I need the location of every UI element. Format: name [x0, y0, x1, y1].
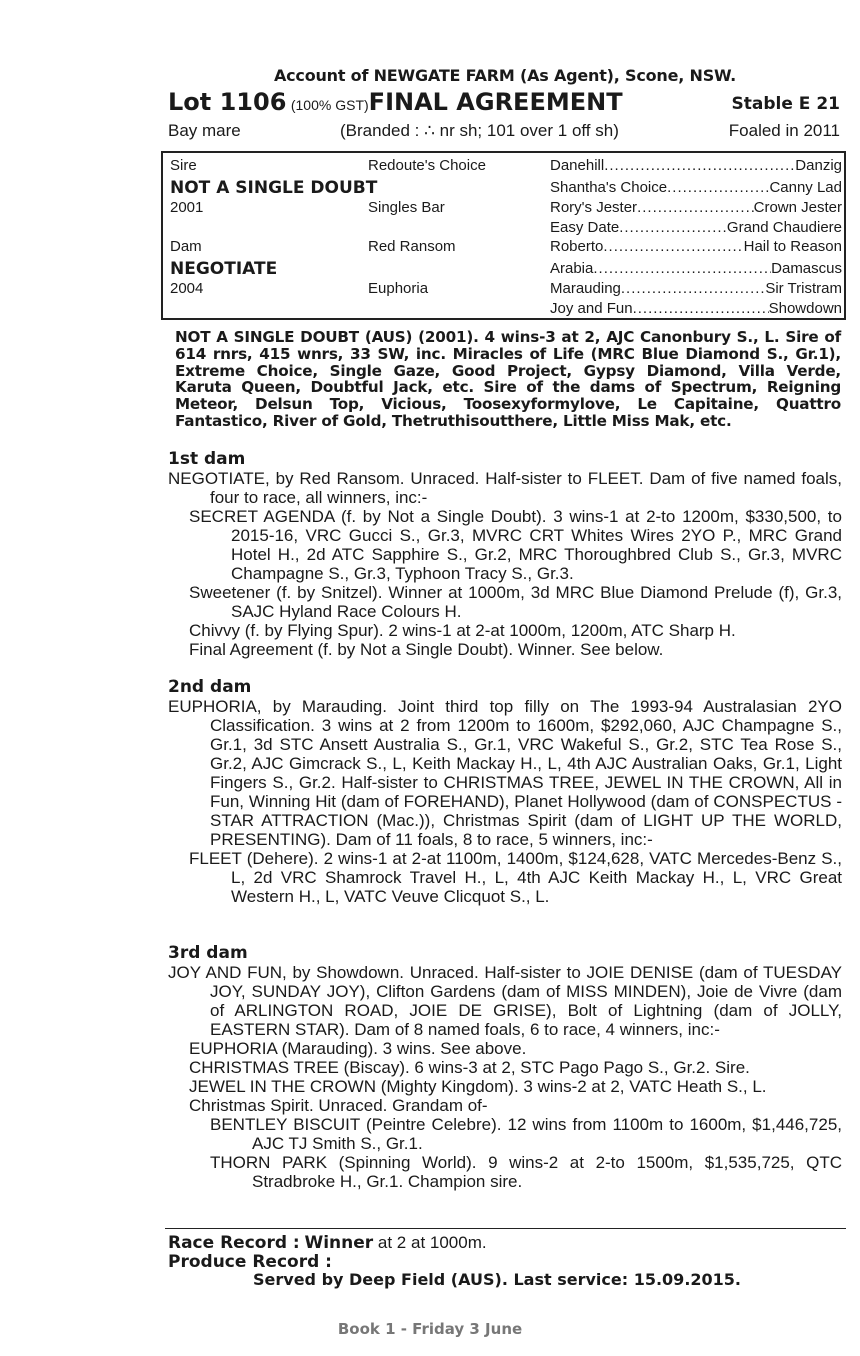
third-dam-section: [168, 944, 842, 1191]
sire-summary: NOT A SINGLE DOUBT (AUS) (2001). 4 wins-3 at 2, AJC Canonbury S., L. Sire of 614 rnrs, 415 wnrs, 33 SW, inc. Miracles of Life (MRC Blue Diamond S., Gr.1), Extreme Choice, Single Gaze, Good Project, Gypsy Diamond, Villa Verde, Karuta Queen, Doubtful Jack, etc. Sire of the dams of Spectrum, Reigning Meteor, Delsun Top, Vicious, Toosexyformylove, Le Capitaine, Quattro Fantastico, River of Gold, Thetruthisoutthere, Little Miss Mak, etc.: [175, 328, 841, 430]
horse-name: FINAL AGREEMENT: [368, 88, 623, 116]
progeny-entry: Christmas Spirit. Unraced. Grandam of-: [189, 1096, 488, 1115]
great-grandparent: Arabia ..... Damascus: [550, 260, 842, 277]
grand-progeny-entry: BENTLEY BISCUIT (Peintre Celebre). 12 wins from 1100m to 1600m, $1,446,725, AJC TJ Smith S., Gr.1.: [210, 1115, 842, 1153]
third-dam-heading: 3rd dam: [168, 943, 248, 963]
dam-name: NEGOTIATE: [170, 259, 278, 279]
lot-number: Lot 1106: [168, 88, 287, 116]
sire-sire: Redoute's Choice: [368, 157, 486, 174]
great-grandparent: Marauding ..... Sir Tristram: [550, 280, 842, 297]
sire-year: 2001: [170, 199, 204, 216]
second-dam-heading: 2nd dam: [168, 677, 252, 697]
progeny-entry: Sweetener (f. by Snitzel). Winner at 1000m, 3d MRC Blue Diamond Prelude (f), Gr.3, SAJC Hyland Race Colours H.: [189, 583, 842, 621]
third-dam-intro: JOY AND FUN, by Showdown. Unraced. Half-sister to JOIE DENISE (dam of TUESDAY JOY, SUNDAY JOY), Clifton Gardens (dam of MISS MINDEN), Joie de Vivre (dam of ARLINGTON ROAD, JOIE DE GRISE), Bolt of Lightning (dam of JOLLY, EASTERN STAR). Dam of 8 named foals, 6 to race, 4 winners, inc:-: [168, 963, 842, 1039]
great-grandparent: Danehill ..... Danzig: [550, 157, 842, 174]
great-grandparent: Rory's Jester ..... Crown Jester: [550, 199, 842, 216]
sire-dam: Singles Bar: [368, 199, 445, 216]
progeny-entry: CHRISTMAS TREE (Biscay). 6 wins-3 at 2, STC Pago Pago S., Gr.2. Sire.: [189, 1058, 750, 1077]
sire-label: Sire: [170, 157, 197, 174]
foaled-year: Foaled in 2011: [728, 121, 840, 140]
first-dam-heading: 1st dam: [168, 449, 246, 469]
consignor-line: Account of NEWGATE FARM (As Agent), Scone, NSW.: [273, 66, 737, 85]
great-grandparent: Shantha's Choice ..... Canny Lad: [550, 179, 842, 196]
divider: [165, 1228, 846, 1229]
first-dam-intro: NEGOTIATE, by Red Ransom. Unraced. Half-sister to FLEET. Dam of five named foals, four to race, all winners, inc:-: [168, 469, 842, 507]
dam-dam: Euphoria: [368, 280, 429, 297]
second-dam-section: [168, 678, 842, 906]
progeny-entry: SECRET AGENDA (f. by Not a Single Doubt). 3 wins-1 at 2-to 1200m, $330,500, to 2015-16, VRC Gucci S., Gr.3, MVRC CRT Whites Wires 2YO P., MRC Grand Hotel H., 2d ATC Sapphire S., Gr.2, MRC Thoroughbred Club S., Gr.3, MVRC Champagne S., Gr.3, Typhoon Tracy S., Gr.3.: [189, 507, 842, 583]
sire-name: NOT A SINGLE DOUBT: [170, 178, 378, 198]
second-dam-intro: EUPHORIA, by Marauding. Joint third top filly on The 1993-94 Australasian 2YO Classification. 3 wins at 2 from 1200m to 1600m, $292,060, AJC Champagne S., Gr.1, 3d STC Ansett Australia S., Gr.1, VRC Wakeful S., Gr.2, STC Tea Rose S., Gr.2, AJC Gimcrack S., L, Keith Mackay H., L, 4th AJC Australian Oaks, Gr.1, Light Fingers S., Gr.2. Half-sister to CHRISTMAS TREE, JEWEL IN THE CROWN, All in Fun, Winning Hit (dam of FOREHAND), Planet Hollywood (dam of CONSPECTUS - STAR ATTRACTION (Mac.)), Christmas Spirit (dam of LIGHT UP THE WORLD, PRESENTING). Dam of 11 foals, 8 to race, 5 winners, inc:-: [168, 697, 842, 849]
lot-title-line: [168, 88, 840, 118]
progeny-entry: EUPHORIA (Marauding). 3 wins. See above.: [189, 1039, 527, 1058]
produce-record: Produce Record :: [168, 1252, 332, 1272]
progeny-entry: Chivvy (f. by Flying Spur). 2 wins-1 at 2-at 1000m, 1200m, ATC Sharp H.: [189, 621, 736, 640]
progeny-entry: JEWEL IN THE CROWN (Mighty Kingdom). 3 wins-2 at 2, VATC Heath S., L.: [189, 1077, 767, 1096]
page-footer: Book 1 - Friday 3 June: [337, 1320, 523, 1338]
pedigree-table: [161, 151, 846, 320]
records: [168, 1233, 842, 1272]
first-dam-section: [168, 450, 842, 659]
brand-description: (Branded : ∴ nr sh; 101 over 1 off sh): [340, 121, 619, 140]
great-grandparent: Easy Date ..... Grand Chaudiere: [550, 219, 842, 236]
progeny-entry: Final Agreement (f. by Not a Single Doubt). Winner. See below.: [189, 640, 664, 659]
great-grandparent: Joy and Fun ..... Showdown: [550, 300, 842, 317]
progeny-entry: FLEET (Dehere). 2 wins-1 at 2-at 1100m, 1400m, $124,628, VATC Mercedes-Benz S., L, 2d VRC Shamrock Travel H., L, 4th AJC Keith Mackay H., L, VRC Great Western H., L, VATC Veuve Clicquot S., L.: [189, 849, 842, 906]
service-note: Served by Deep Field (AUS). Last service: 15.09.2015.: [253, 1270, 741, 1289]
dam-label: Dam: [170, 238, 202, 255]
dam-year: 2004: [170, 280, 204, 297]
horse-sex: Bay mare: [168, 121, 241, 140]
race-record: Race Record : Winner at 2 at 1000m.: [168, 1233, 487, 1253]
gst-note: (100% GST): [290, 97, 369, 113]
great-grandparent: Roberto ..... Hail to Reason: [550, 238, 842, 255]
horse-details-line: [168, 121, 840, 143]
grand-progeny-entry: THORN PARK (Spinning World). 9 wins-2 at 2-to 1500m, $1,535,725, QTC Stradbroke H., Gr.1. Champion sire.: [210, 1153, 842, 1191]
stable-number: Stable E 21: [731, 94, 840, 114]
dam-sire: Red Ransom: [368, 238, 456, 255]
